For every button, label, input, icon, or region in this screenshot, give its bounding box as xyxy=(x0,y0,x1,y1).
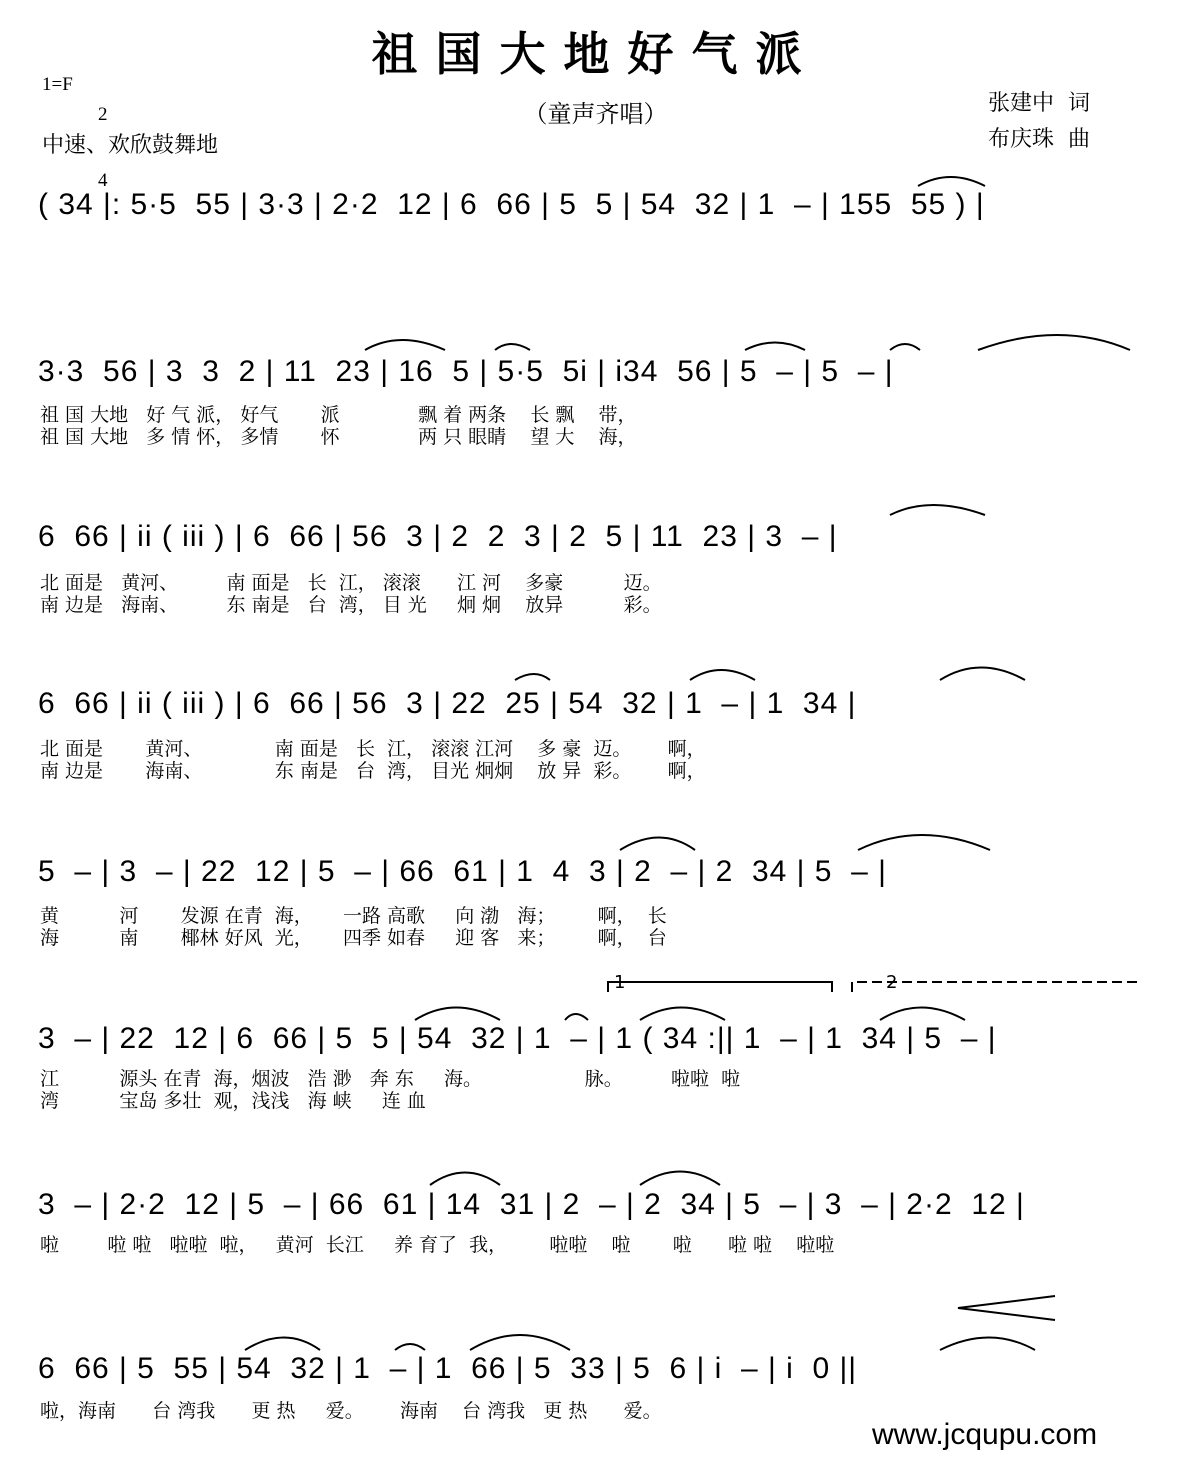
notation-line: 3·3 56 | 3 3 2 | 11 23 | 16 5 | 5·5 5i | i34 56 | 5 – | 5 – | xyxy=(38,355,894,388)
notation-line: 5 – | 3 – | 22 12 | 5 – | 66 61 | 1 4 3 | 2 – | 2 34 | 5 – | xyxy=(38,855,887,888)
site-watermark: www.jcqupu.com xyxy=(872,1418,1098,1451)
notation-line: 6 66 | 5 55 | 54 32 | 1 – | 1 66 | 5 33 | 5 6 | i – | i 0 || xyxy=(38,1352,858,1385)
lyricist-credit: 张建中 词 xyxy=(988,91,1090,116)
tie-arc xyxy=(245,1338,320,1351)
lyric-verse-1: 祖 国 大地 好 气 派， 好气 派 飘 着 两条 长 飘 带， xyxy=(40,404,637,426)
tie-arc xyxy=(940,1338,1035,1351)
tie-arc xyxy=(470,1335,570,1350)
tie-arc xyxy=(690,670,755,680)
notation-line: 3 – | 22 12 | 6 66 | 5 5 | 54 32 | 1 – | 1 ( 34 :|| 1 – | 1 34 | 5 – | xyxy=(38,1022,997,1055)
tie-arc xyxy=(430,1173,500,1186)
meter-top: 2 xyxy=(98,104,108,125)
tie-arc xyxy=(640,1172,720,1186)
tie-arc xyxy=(415,1008,500,1021)
notation-line: 3 – | 2·2 12 | 5 – | 66 61 | 14 31 | 2 – | 2 34 | 5 – | 3 – | 2·2 12 | xyxy=(38,1188,1025,1221)
tie-arc xyxy=(395,1344,425,1350)
tie-arc xyxy=(978,335,1130,350)
crescendo-hairpin xyxy=(958,1296,1055,1320)
tie-arc xyxy=(880,1008,965,1021)
lyric-verse-1: 北 面是 黄河、 南 面是 长 江， 滚滚 江 河 多豪 迈。 xyxy=(40,572,662,594)
volta-2-label: 2 xyxy=(886,972,898,993)
lyric-verse-1: 啦 啦 啦 啦啦 啦， 黄河 长江 养 育了 我， 啦啦 啦 啦 啦 啦 啦啦 xyxy=(40,1234,835,1256)
tie-arc xyxy=(495,344,530,350)
tie-arc xyxy=(940,668,1025,681)
lyric-verse-1: 黄 河 发源 在青 海， 一路 高歌 向 渤 海； 啊， 长 xyxy=(40,905,667,927)
lyric-verse-2: 海 南 椰林 好风 光， 四季 如春 迎 客 来； 啊， 台 xyxy=(40,927,667,949)
notation-line: ( 34 |: 5·5 55 | 3·3 | 2·2 12 | 6 66 | 5 5 | 54 32 | 1 – | 155 55 ) | xyxy=(38,188,985,221)
song-title: 祖国大地好气派 xyxy=(371,27,820,81)
tempo-marking: 中速、欢欣鼓舞地 xyxy=(42,133,219,158)
tie-arc xyxy=(745,343,805,351)
tie-arc xyxy=(890,505,985,515)
lyric-verse-2: 南 边是 海南、 东 南是 台 湾， 目 光 炯 炯 放异 彩。 xyxy=(40,594,662,616)
lyric-verse-1: 啦，海南 台 湾我 更 热 爱。 海南 台 湾我 更 热 爱。 xyxy=(40,1400,662,1422)
lyric-verse-2: 祖 国 大地 多 情 怀， 多情 怀 两 只 眼睛 望 大 海， xyxy=(40,426,637,448)
tie-arc xyxy=(515,674,550,680)
lyric-verse-1: 江 源头 在青 海，烟波 浩 渺 奔 东 海。 脉。 啦啦 啦 xyxy=(40,1068,741,1090)
notation-line: 6 66 | ii ( iii ) | 6 66 | 56 3 | 22 25 | 54 32 | 1 – | 1 34 | xyxy=(38,687,857,720)
notation-line: 6 66 | ii ( iii ) | 6 66 | 56 3 | 2 2 3 | 2 5 | 11 23 | 3 – | xyxy=(38,520,838,553)
lyric-verse-2: 湾 宝岛 多壮 观，浅浅 海 峡 连 血 xyxy=(40,1090,426,1112)
volta-1-label: 1 xyxy=(614,972,626,993)
tie-arc xyxy=(365,340,445,350)
key-signature: 1=F xyxy=(42,74,73,95)
meter-bottom: 4 xyxy=(98,170,108,191)
tie-arc xyxy=(918,177,985,186)
tie-arc xyxy=(858,835,990,850)
tie-arc xyxy=(565,1014,588,1020)
volta-1-bracket xyxy=(608,982,832,992)
lyric-verse-1: 北 面是 黄河、 南 面是 长 江， 滚滚 江河 多 豪 迈。 啊， xyxy=(40,738,706,760)
tie-arc xyxy=(620,838,695,851)
composer-credit: 布庆珠 曲 xyxy=(988,127,1090,152)
tie-arc xyxy=(640,1008,725,1021)
performance-subtitle: （童声齐唱） xyxy=(523,100,668,128)
lyric-verse-2: 南 边是 海南、 东 南是 台 湾， 目光 炯炯 放 异 彩。 啊， xyxy=(40,760,706,782)
tie-arc xyxy=(890,344,920,350)
